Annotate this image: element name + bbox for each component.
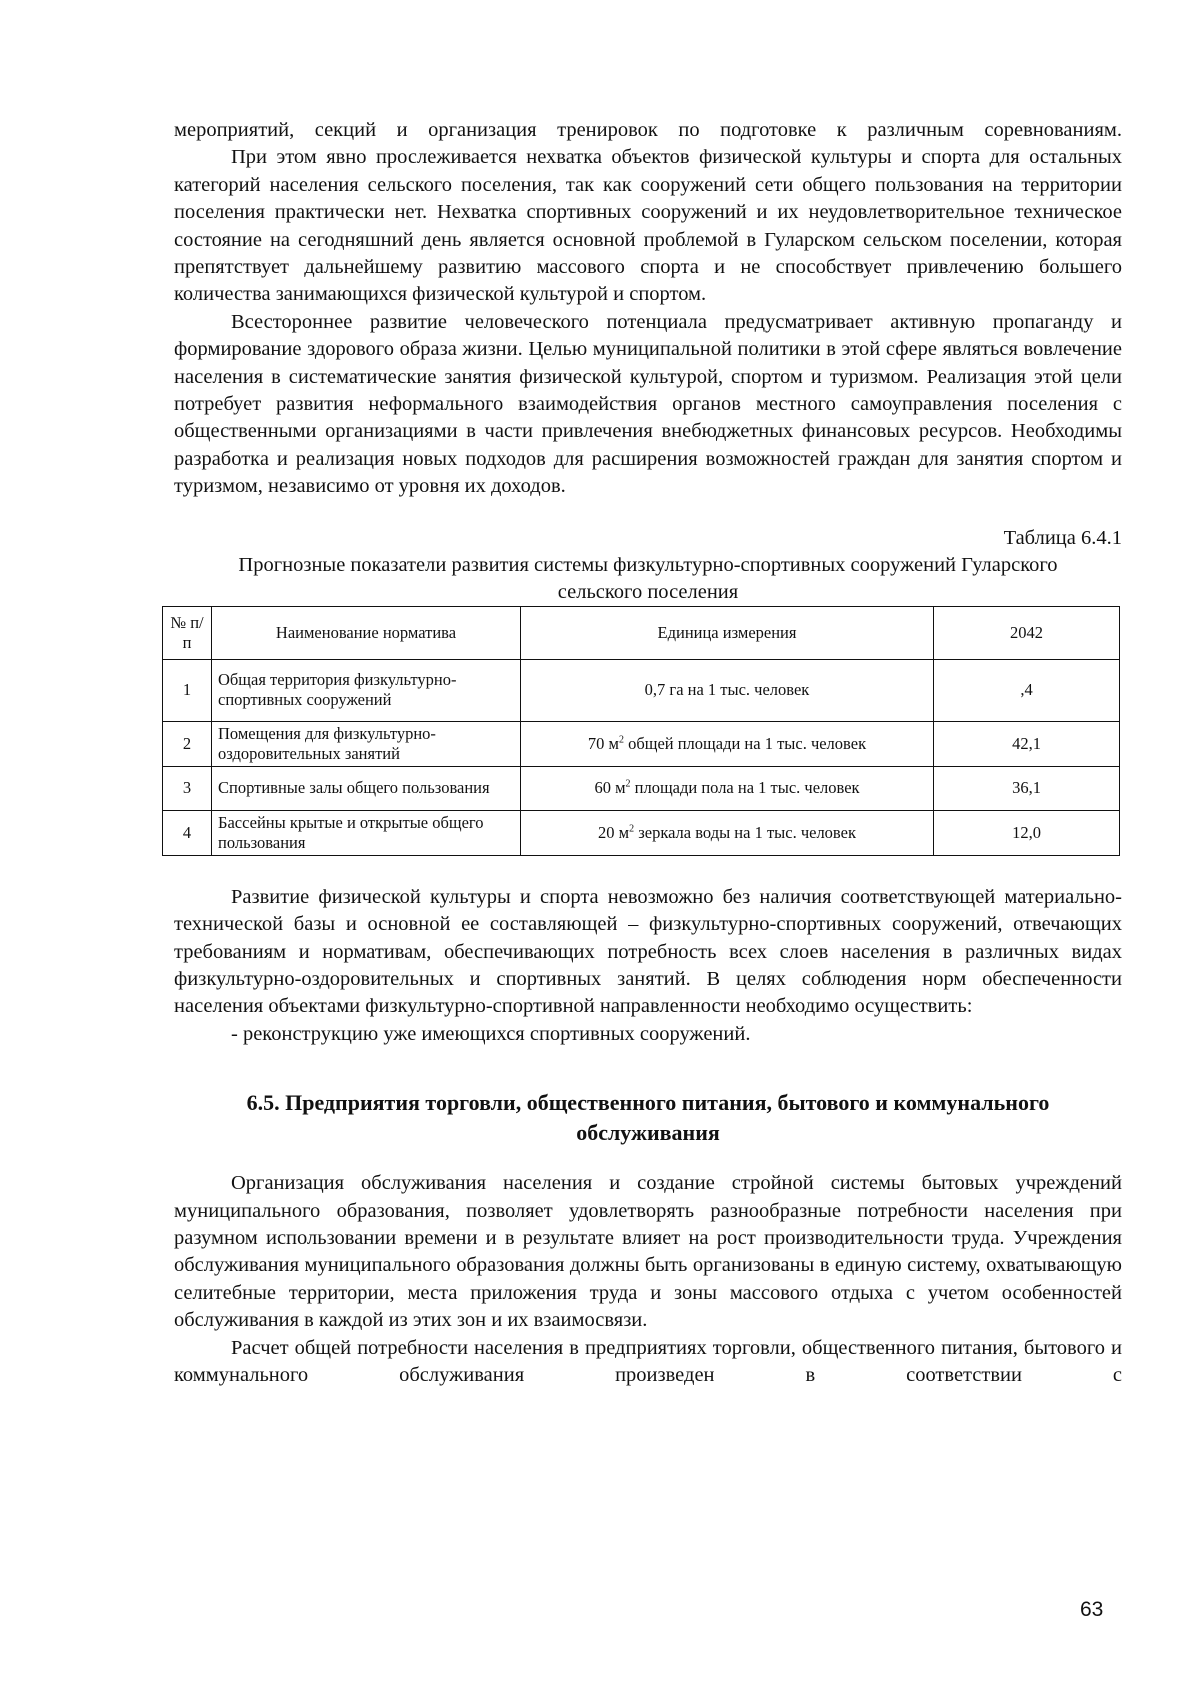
row-unit-exponent: 2 — [625, 778, 631, 790]
table-row — [163, 721, 1120, 766]
row-value: 42,1 — [934, 721, 1120, 766]
header-unit: Единица измерения — [521, 606, 934, 659]
document-page — [170, 117, 1122, 1389]
row-name: Спортивные залы общего пользования — [212, 766, 521, 810]
row-name: Бассейны крытые и открытые общего пользования — [212, 810, 521, 855]
row-unit — [521, 766, 934, 810]
row-unit-text-rest: зеркала воды на 1 тыс. человек — [634, 822, 856, 842]
row-unit: 0,7 га на 1 тыс. человек — [521, 659, 934, 721]
header-name: Наименование норматива — [212, 606, 521, 659]
list-item-reconstruction: - реконструкцию уже имеющихся спортивных сооружений. — [231, 1022, 751, 1045]
paragraph-demand-calculation: Расчет общей потребности населения в предприятиях торговли, общественного питания, бытового и коммунального обслуживания произведен в соответствии с — [174, 1336, 1122, 1386]
section-heading: 6.5. Предприятия торговли, общественного питания, бытового и коммунального обслуживания — [246, 1090, 1050, 1146]
row-num: 3 — [163, 766, 212, 810]
table-row — [163, 766, 1120, 810]
row-unit-text: 20 м — [598, 822, 630, 842]
paragraph-human-potential: Всестороннее развитие человеческого потенциала предусматривает активную пропаганду и формирование здорового образа жизни. Целью муниципальной политики в этой сфере являться вовлечение населения в систематические занятия физической культурой, спортом и туризмом. Реализация этой цели потребует развития неформального взаимодействия органов местного самоуправления поселения с общественными организациями в части привлечения внебюджетных финансовых ресурсов. Необходимы разработка и реализация новых подходов для расширения возможностей граждан для занятия спортом и туризмом, независимо от уровня их доходов. — [174, 310, 1122, 498]
row-unit-text-rest: площади пола на 1 тыс. человек — [630, 778, 860, 798]
row-name: Общая территория физкультурно-спортивных сооружений — [212, 659, 521, 721]
row-unit — [521, 721, 934, 766]
header-year: 2042 — [934, 606, 1120, 659]
row-value: 36,1 — [934, 766, 1120, 810]
table-number-label: Таблица 6.4.1 — [1003, 526, 1122, 549]
table-row — [163, 659, 1120, 721]
row-unit-text-rest: общей площади на 1 тыс. человек — [623, 733, 867, 753]
paragraph-sports-facilities-shortage: При этом явно прослеживается нехватка объектов физической культуры и спорта для остальных категорий населения сельского поселения, так как сооружений сети общего пользования на территории поселения практически нет. Нехватка спортивных сооружений и их неудовлетворительное техническое состояние на сегодняшний день является основной проблемой в Гуларском сельском поселении, которая препятствует дальнейшему развитию массового спорта и не способствует привлечению большего количества занимающихся физической культурой и спортом. — [174, 146, 1122, 306]
row-value: ,4 — [934, 659, 1120, 721]
row-num: 4 — [163, 810, 212, 855]
row-value: 12,0 — [934, 810, 1120, 855]
section-body — [174, 1170, 1122, 1389]
table-header-row — [163, 606, 1120, 659]
paragraph-intro-continuation: мероприятий, секций и организация тренировок по подготовке к различным соревнованиям. — [174, 119, 1122, 141]
row-unit-exponent: 2 — [618, 734, 624, 746]
paragraph-material-base: Развитие физической культуры и спорта невозможно без наличия соответствующей материально-технической базы и основной ее составляющей – физкультурно-спортивных сооружений, отвечающих требованиям и нормативам, обеспечивающих потребность всех слоев населения в различных видах физкультурно-оздоровительных и спортивных занятий. В целях соблюдения норм обеспеченности населения объектами физкультурно-спортивной направленности необходимо осуществить: — [174, 885, 1122, 1018]
row-unit-text: 60 м — [594, 778, 626, 798]
header-num: № п/п — [163, 606, 212, 659]
sports-facilities-table — [162, 606, 1120, 856]
row-num: 1 — [163, 659, 212, 721]
row-name: Помещения для физкультурно-оздоровительных занятий — [212, 721, 521, 766]
row-num: 2 — [163, 721, 212, 766]
table-row — [163, 810, 1120, 855]
row-unit-exponent: 2 — [629, 823, 635, 835]
page-number: 63 — [1080, 1598, 1104, 1621]
paragraph-services-organization: Организация обслуживания населения и создание стройной системы бытовых учреждений муниципального образования, позволяет удовлетворять разнообразные потребности населения при разумном использовании времени и в результате влияет на рост производительности труда. Учреждения обслуживания муниципального образования должны быть организованы в единую систему, охватывающую селитебные территории, места приложения труда и зоны массового отдыха с учетом особенностей обслуживания в каждой из этих зон и их взаимосвязи. — [174, 1172, 1122, 1332]
table-title: Прогнозные показатели развития системы физкультурно-спортивных сооружений Гуларского сельского поселения — [238, 553, 1058, 603]
row-unit-text: 70 м — [587, 733, 619, 753]
row-unit — [521, 810, 934, 855]
